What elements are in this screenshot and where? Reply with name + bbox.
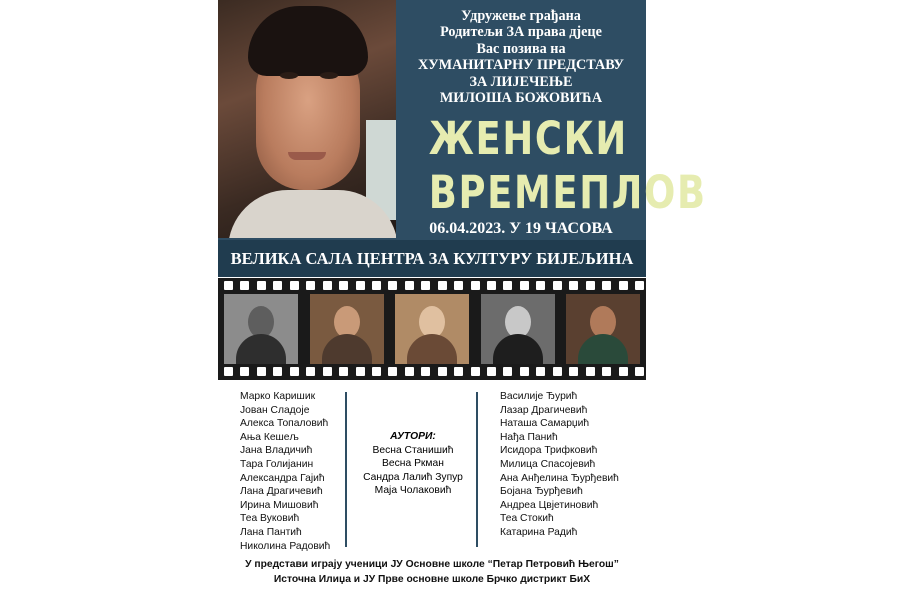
- film-holes-top: [224, 281, 644, 291]
- list-item: Весна Ркман: [382, 458, 444, 470]
- list-item: Јован Сладоје: [240, 404, 310, 416]
- date-time: 06.04.2023. У 19 ЧАСОВА: [429, 220, 613, 237]
- film-hole: [388, 367, 397, 376]
- film-hole: [487, 367, 496, 376]
- list-item: Лана Пантић: [240, 526, 302, 538]
- film-hole: [619, 367, 628, 376]
- photo-frame-4: [481, 294, 555, 364]
- list-item: Алекса Топаловић: [240, 418, 329, 430]
- film-hole: [471, 281, 480, 290]
- list-item: Лана Драгичевић: [240, 486, 323, 498]
- film-hole: [602, 281, 611, 290]
- film-hole: [290, 281, 299, 290]
- film-hole: [306, 281, 315, 290]
- film-hole: [257, 281, 266, 290]
- list-item: Николина Радовић: [240, 540, 331, 552]
- photo-frame-5: [566, 294, 640, 364]
- list-item: Нађа Панић: [500, 431, 558, 443]
- film-hole: [224, 367, 233, 376]
- list-item: Сандра Лалић Зупур: [363, 471, 463, 483]
- list-item: Марко Каришик: [240, 391, 316, 402]
- film-hole: [536, 281, 545, 290]
- film-hole: [323, 367, 332, 376]
- header-panel: [218, 0, 707, 277]
- film-hole: [306, 367, 315, 376]
- show-title: ЖЕНСКИ ВРЕМЕПЛОВ: [428, 112, 707, 219]
- film-hole: [356, 367, 365, 376]
- list-item: Василије Ђурић: [500, 391, 578, 402]
- list-item: Ана Анђелина Ђурђевић: [500, 472, 619, 484]
- film-hole: [635, 367, 644, 376]
- list-item: Тара Голијанин: [240, 458, 314, 470]
- list-item: Катарина Радић: [500, 526, 578, 538]
- list-item: Маја Чолаковић: [374, 485, 452, 497]
- film-hole: [520, 281, 529, 290]
- film-frames: [224, 294, 640, 364]
- film-hole: [520, 367, 529, 376]
- film-hole: [388, 281, 397, 290]
- authors-block: [348, 430, 478, 498]
- portrait-photo: [218, 0, 396, 238]
- list-item: Теа Вуковић: [240, 513, 300, 525]
- film-hole: [323, 281, 332, 290]
- divider-right: [476, 392, 478, 547]
- film-hole: [438, 281, 447, 290]
- film-hole: [553, 367, 562, 376]
- film-hole: [421, 367, 430, 376]
- film-hole: [487, 281, 496, 290]
- film-hole: [635, 281, 644, 290]
- film-hole: [290, 367, 299, 376]
- list-item: Јана Владичић: [240, 445, 313, 457]
- list-item: Бојана Ђурђевић: [500, 486, 583, 498]
- film-hole: [339, 281, 348, 290]
- film-hole: [471, 367, 480, 376]
- list-item: Весна Станишић: [372, 444, 454, 456]
- film-hole: [240, 367, 249, 376]
- film-hole: [454, 281, 463, 290]
- list-item: Александра Гајић: [240, 472, 325, 484]
- cast-list-left: [240, 390, 330, 553]
- credits: [218, 390, 646, 550]
- footer-text: У представи играју ученици ЈУ Основне школе “Петар Петровић Његош” Источна Илиџа и ЈУ Прве основне школе Брчко дистрикт БиХ: [245, 559, 619, 585]
- photo-frame-3: [395, 294, 469, 364]
- film-hole: [569, 367, 578, 376]
- photo-frame-1: [224, 294, 298, 364]
- list-item: Милица Спасојевић: [500, 458, 596, 470]
- film-hole: [569, 281, 578, 290]
- film-hole: [240, 281, 249, 290]
- venue-banner: ВЕЛИКА САЛА ЦЕНТРА ЗА КУЛТУРУ БИЈЕЉИНА: [218, 240, 646, 277]
- film-hole: [586, 281, 595, 290]
- film-hole: [356, 281, 365, 290]
- film-hole: [372, 281, 381, 290]
- film-hole: [257, 367, 266, 376]
- poster: [218, 0, 707, 600]
- film-hole: [405, 281, 414, 290]
- film-hole: [503, 367, 512, 376]
- authors-heading: АУТОРИ:: [390, 431, 436, 442]
- list-item: Наташа Самарџић: [500, 418, 590, 430]
- list-item: Ирина Мишовић: [240, 499, 319, 511]
- film-hole: [602, 367, 611, 376]
- film-hole: [405, 367, 414, 376]
- list-item: Теа Стокић: [500, 513, 554, 525]
- film-hole: [273, 281, 282, 290]
- film-hole: [619, 281, 628, 290]
- film-hole: [273, 367, 282, 376]
- film-hole: [503, 281, 512, 290]
- list-item: Исидора Трифковић: [500, 445, 598, 457]
- list-item: Андреа Цвјетиновић: [500, 499, 599, 511]
- list-item: Ања Кешељ: [240, 431, 299, 443]
- film-holes-bottom: [224, 367, 644, 377]
- film-hole: [372, 367, 381, 376]
- film-strip: [218, 278, 646, 380]
- film-hole: [339, 367, 348, 376]
- film-hole: [536, 367, 545, 376]
- film-hole: [421, 281, 430, 290]
- film-hole: [224, 281, 233, 290]
- film-hole: [553, 281, 562, 290]
- photo-frame-2: [310, 294, 384, 364]
- film-hole: [454, 367, 463, 376]
- list-item: Лазар Драгичевић: [500, 404, 588, 416]
- cast-list-right: [500, 390, 619, 540]
- divider-left: [345, 392, 347, 547]
- invitation-text: Удружење грађана Родитељи ЗА права дјеце Вас позива на ХУМАНИТАРНУ ПРЕДСТАВУ ЗА ЛИЈЕЧЕЊЕ МИЛОША БОЖОВИЋА: [418, 8, 624, 107]
- film-hole: [586, 367, 595, 376]
- film-hole: [438, 367, 447, 376]
